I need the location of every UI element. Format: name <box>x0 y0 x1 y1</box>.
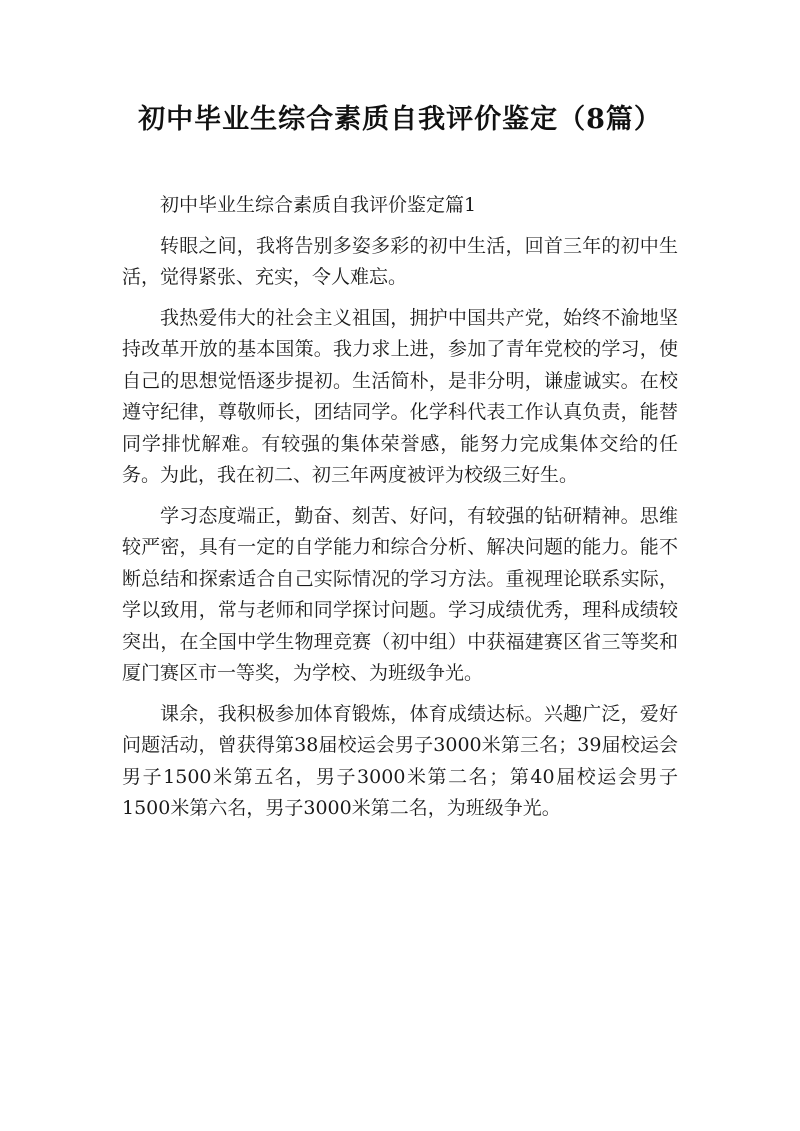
section-heading: 初中毕业生综合素质自我评价鉴定篇1 <box>160 194 477 216</box>
paragraph-intro: 转眼之间，我将告别多姿多彩的初中生活，回首三年的初中生活，觉得紧张、充实，令人难忘。 <box>122 234 678 288</box>
paragraph-sports: 课余，我积极参加体育锻炼，体育成绩达标。兴趣广泛，爱好问题活动，曾获得第38届校运会男子3000米第三名；39届校运会男子1500米第五名，男子3000米第二名；第40届校运会男子1500米第六名，男子3000米第二名，为班级争光。 <box>122 702 678 819</box>
paragraph-conduct: 我热爱伟大的社会主义祖国，拥护中国共产党，始终不渝地坚持改革开放的基本国策。我力求上进，参加了青年党校的学习，使自己的思想觉悟逐步提初。生活简朴，是非分明，谦虚诚实。在校遵守纪律，尊敬师长，团结同学。化学科代表工作认真负责，能替同学排忧解难。有较强的集体荣誉感，能努力完成集体交给的任务。为此，我在初二、初三年两度被评为校级三好生。 <box>122 306 678 486</box>
paragraph-study: 学习态度端正，勤奋、刻苦、好问，有较强的钻研精神。思维较严密，具有一定的自学能力和综合分析、解决问题的能力。能不断总结和探索适合自己实际情况的学习方法。重视理论联系实际，学以致用，常与老师和同学探讨问题。学习成绩优秀，理科成绩较突出，在全国中学生物理竞赛（初中组）中获福建赛区省三等奖和厦门赛区市一等奖，为学校、为班级争光。 <box>122 504 678 684</box>
document-title: 初中毕业生综合素质自我评价鉴定（8篇） <box>138 104 662 135</box>
document-body <box>122 190 678 834</box>
